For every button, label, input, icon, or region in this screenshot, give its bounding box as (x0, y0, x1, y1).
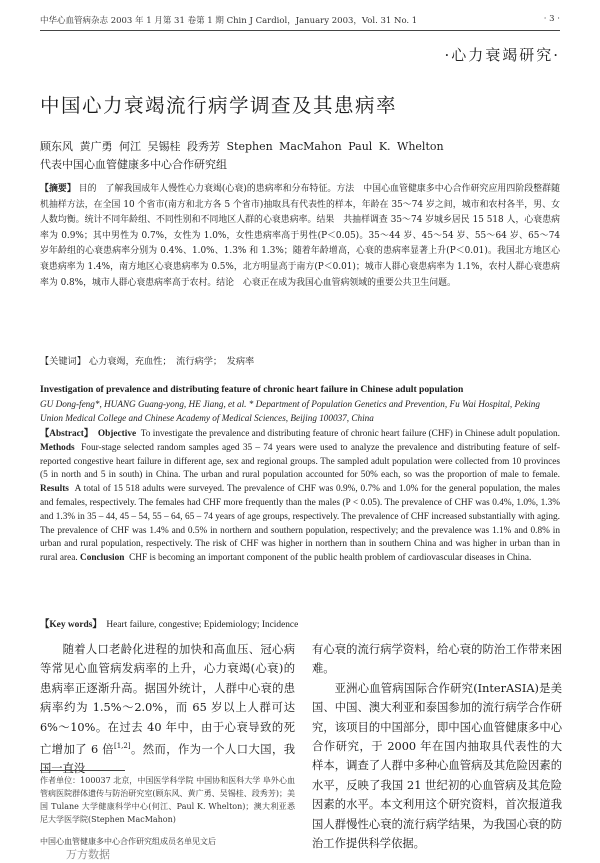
en-conclusion: CHF is becoming an important component of the public health problem of cardiovascular diseases in China. (129, 553, 532, 564)
en-results-label: Results (40, 484, 69, 495)
keywords-cn-label: 【关键词】 (40, 356, 86, 367)
citation-ref: [1,2] (113, 742, 131, 751)
english-authors: GU Dong-feng*, HUANG Guang-yong, HE Jiang, et al. * Department of Population Genetics and Prevention, Fu Wai Hospital, Peking Union Medical College and Chinese Academy of Medical Sciences, Beijing 100037, China (40, 399, 540, 423)
en-conclusion-label: Conclusion (80, 553, 125, 564)
section-label: ·心力衰竭研究· (444, 46, 560, 64)
en-keywords-label: 【Key words】 (40, 620, 102, 630)
english-title: Investigation of prevalence and distributing feature of chronic heart failure in Chinese adult population (40, 384, 464, 395)
author-list: 顾东风 黄广勇 何江 吴锡桂 段秀芳 Stephen MacMahon Paul K. Whelton (40, 140, 444, 153)
journal-citation: 中华心血管病杂志 2003 年 1 月第 31 卷第 1 期 Chin J Cardiol，January 2003，Vol. 31 No. 1 (40, 16, 418, 26)
article-title: 中国心力衰竭流行病学调查及其患病率 (40, 94, 398, 117)
en-objective: To investigate the prevalence and distributing feature of chronic heart failure (CHF) in Chinese adult population. (140, 429, 560, 439)
footnote-rule (40, 770, 125, 771)
en-keywords-text: Heart failure, congestive; Epidemiology; Incidence (106, 620, 299, 630)
author-unit-footnote: 作者单位：100037 北京，中国医学科学院 中国协和医科大学 阜外心血管病医院群体遗传与防治研究室(顾东风、黄广勇、吴锡桂、段秀芳)；美国 Tulane 大学健康科学中心(何江、Paul K. Whelton)；澳大利亚悉尼大学医学院(Stephen MacMahon) (40, 776, 295, 824)
keywords-chinese (40, 353, 254, 367)
en-results: A total of 15 518 adults were surveyed. The prevalence of CHF was 0.9%, 0.7% and 1.0% for the general population, the males and females, respectively. The females had CHF more frequently than the males (P < 0.05). The prevalence of CHF was 0.4%, 1.0%, 1.3% and 1.3% in 35 – 44, 45 – 54, 55 – 64, 65 – 74 years of age groups, respectively. The prevalence of CHF increased substantially with aging. The prevalence of CHF was 1.4% and 0.5% in northern and southern population, respectively; and the prevalence was 1.1% and 0.8% in urban and rural population, respectively. The risk of CHF was higher in northern than in southern China and was higher in urban than in rural area. (40, 484, 560, 564)
page-number: · 3 · (543, 14, 560, 24)
body-right-paragraph-1: 有心衰的流行病学资料，给心衰的防治工作带来困难。 (312, 643, 562, 676)
keywords-cn-text: 心力衰竭，充血性； 流行病学； 发病率 (88, 356, 255, 367)
body-left-paragraph-tail: 。然而，作为一个人口大国，我国一直没 (40, 742, 295, 776)
en-methods-label: Methods (40, 442, 75, 453)
en-abstract-label: 【Abstract】 (40, 429, 94, 439)
english-keywords (40, 616, 298, 630)
english-abstract (40, 428, 560, 566)
body-right-paragraph-2: 亚洲心血管病国际合作研究(InterASIA)是美国、中国、澳大利亚和泰国参加的流行病学合作研究，该项目的中国部分，即中国心血管健康多中心合作研究，于 2000 年在国内抽取具代表性的大样本，调查了人群中多种心血管病及其危险因素的水平，反映了我国 21 世纪初的心血管病及其危险因素的水平。本文利用这个研究资料，首次报道我国人群慢性心衰的流行病学结果，为我国心衰的防治工作提供科学依据。 (312, 681, 562, 851)
abstract-cn-label: 【摘要】 (40, 184, 76, 194)
running-header (40, 14, 560, 26)
abstract-cn-text: 目的 了解我国成年人慢性心力衰竭(心衰)的患病率和分布特征。方法 中国心血管健康多中心合作研究应用四阶段整群随机抽样方法，在全国 10 个省市(南方和北方各 5 个省市)抽取具有代表性的样本，年龄在 35～74 岁之间，城市和农村各半，男、女人数均衡。统计不同年龄组、不同性别和不同地区人群的心衰患病率。结果 共抽样调查 35～74 岁城乡居民 15 518 人，心衰患病率为 0.9%；其中男性为 0.7%，女性为 1.0%，女性患病率高于男性(P＜0.05)。35～44 岁、45～54 岁、55～64 岁、65～74 岁年龄组的心衰患病率分别为 0.4%、1.0%、1.3% 和 1.3%；随着年龄增高，心衰的患病率显著上升(P＜0.01)。我国北方地区心衰患病率为 1.4%，南方地区心衰患病率为 0.5%，北方明显高于南方(P＜0.01)；城市人群心衰患病率为 1.1%，农村人群心衰患病率为 0.8%，城市人群心衰患病率高于农村。结论 心衰正在成为我国心血管病领域的重要公共卫生问题。 (40, 184, 561, 288)
group-member-note: 中国心血管健康多中心合作研究组成员名单见文后 (40, 837, 216, 846)
en-methods: Four-stage selected random samples aged 35 – 74 years were used to analyze the prevalence and distributing feature of self-reported congestive heart failure in different age, sex and regional groups. The sampled adult population were collected from 10 provinces (5 in north and 5 in south) in China. The urban and rural population accounted for 50% each, so was the proportion of male to female. (40, 442, 560, 481)
header-rule (40, 30, 560, 31)
abstract-chinese (40, 182, 560, 291)
author-affiliation: 代表中国心血管健康多中心合作研究组 (40, 158, 227, 171)
database-watermark: 万方数据 (66, 848, 110, 861)
body-column-right (312, 640, 562, 853)
body-left-paragraph: 随着人口老龄化进程的加快和高血压、冠心病等常见心血管病发病率的上升，心力衰竭(心衰)的患病率正逐渐升高。据国外统计，人群中心衰的患病率约为 1.5%～2.0%，而 65 岁以上人群可达 6%～10%。在过去 40 年中，由于心衰导致的死亡增加了 6 倍 (40, 643, 295, 756)
en-objective-label: Objective (97, 429, 137, 439)
body-column-left (40, 640, 295, 779)
